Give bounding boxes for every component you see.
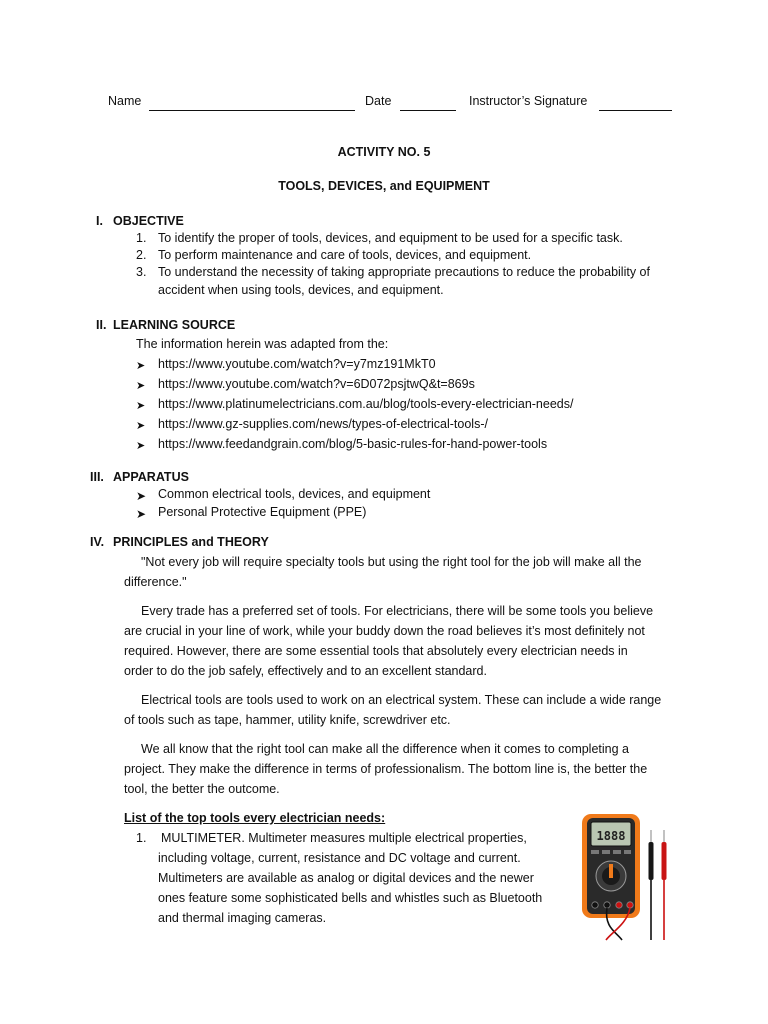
objective-item-text: To perform maintenance and care of tools, devices, and equipment. xyxy=(158,248,532,262)
apparatus-item: Common electrical tools, devices, and equipment xyxy=(158,487,431,501)
arrow-bullet-icon: ➤ xyxy=(136,420,146,432)
paragraph-line: required. However, there are some essential tools that absolutely every electrician needs in xyxy=(124,644,628,658)
tool-item-line: and thermal imaging cameras. xyxy=(158,911,327,925)
objective-item-text-continued: accident when using tools, devices, and equipment. xyxy=(158,283,444,297)
source-link[interactable]: https://www.platinumelectricians.com.au/blog/tools-every-electrician-needs/ xyxy=(158,397,574,411)
date-field-line[interactable] xyxy=(400,96,456,111)
meter-display-text: 1888 xyxy=(596,829,626,843)
quote-line: "Not every job will require specialty tools but using the right tool for the job will make all the xyxy=(141,555,642,569)
apparatus-numeral: III. xyxy=(90,470,104,484)
source-link[interactable]: https://www.youtube.com/watch?v=6D072psjtwQ&t=869s xyxy=(158,377,475,391)
tools-list-heading: List of the top tools every electrician needs: xyxy=(124,811,386,825)
paragraph-line: tool, the better the outcome. xyxy=(124,782,280,796)
name-field-line[interactable] xyxy=(149,96,355,111)
paragraph-line: are crucial in your line of work, while your buddy down the road believes it’s most definitely not xyxy=(124,624,645,638)
quote-line: difference." xyxy=(124,575,187,589)
multimeter-image xyxy=(580,812,675,944)
tool-item-line: Multimeters are available as analog or digital devices and the newer xyxy=(158,871,534,885)
learning-source-numeral: II. xyxy=(96,318,107,332)
source-link[interactable]: https://www.youtube.com/watch?v=y7mz191MkT0 xyxy=(158,357,436,371)
activity-subtitle: TOOLS, DEVICES, and EQUIPMENT xyxy=(278,179,490,193)
objective-numeral: I. xyxy=(96,214,103,228)
signature-field-line[interactable] xyxy=(599,96,672,111)
learning-source-heading: LEARNING SOURCE xyxy=(113,318,236,332)
signature-label: Instructor’s Signature xyxy=(469,94,588,108)
arrow-bullet-icon: ➤ xyxy=(136,507,147,521)
objective-item-text: To identify the proper of tools, devices, and equipment to be used for a specific task. xyxy=(158,231,623,245)
paragraph-line: order to do the job safely, effectively and to an excellent standard. xyxy=(124,664,487,678)
principles-heading: PRINCIPLES and THEORY xyxy=(113,535,269,549)
apparatus-item: Personal Protective Equipment (PPE) xyxy=(158,505,367,519)
paragraph-line: Electrical tools are tools used to work on an electrical system. These can include a wide range xyxy=(141,693,662,707)
arrow-bullet-icon: ➤ xyxy=(136,400,146,412)
tool-item-line: including voltage, current, resistance and DC voltage and current. xyxy=(158,851,521,865)
paragraph-line: project. They make the difference in terms of professionalism. The bottom line is, the better the xyxy=(124,762,648,776)
tool-item-line: ones feature some sophisticated bells and whistles such as Bluetooth xyxy=(158,891,543,905)
arrow-bullet-icon: ➤ xyxy=(136,380,146,392)
arrow-bullet-icon: ➤ xyxy=(136,440,146,452)
learning-source-intro: The information herein was adapted from the: xyxy=(136,337,389,351)
arrow-bullet-icon: ➤ xyxy=(136,360,146,372)
objective-item-num: 1. xyxy=(136,231,147,245)
date-label: Date xyxy=(365,94,392,108)
objective-heading: OBJECTIVE xyxy=(113,214,184,228)
principles-numeral: IV. xyxy=(90,535,105,549)
apparatus-heading: APPARATUS xyxy=(113,470,189,484)
name-label: Name xyxy=(108,94,142,108)
objective-item-text: To understand the necessity of taking appropriate precautions to reduce the probability of xyxy=(158,265,650,279)
paragraph-line: of tools such as tape, hammer, utility knife, screwdriver etc. xyxy=(124,713,451,727)
activity-title: ACTIVITY NO. 5 xyxy=(337,145,431,159)
objective-item-num: 3. xyxy=(136,265,147,279)
source-link[interactable]: https://www.feedandgrain.com/blog/5-basic-rules-for-hand-power-tools xyxy=(158,437,548,451)
tool-item-line: MULTIMETER. Multimeter measures multiple electrical properties, xyxy=(161,831,527,845)
tool-item-num: 1. xyxy=(136,831,147,845)
objective-item-num: 2. xyxy=(136,248,147,262)
paragraph-line: Every trade has a preferred set of tools. For electricians, there will be some tools you believe xyxy=(141,604,654,618)
paragraph-line: We all know that the right tool can make all the difference when it comes to completing a xyxy=(141,742,629,756)
source-link[interactable]: https://www.gz-supplies.com/news/types-of-electrical-tools-/ xyxy=(158,417,488,431)
arrow-bullet-icon: ➤ xyxy=(136,489,147,503)
